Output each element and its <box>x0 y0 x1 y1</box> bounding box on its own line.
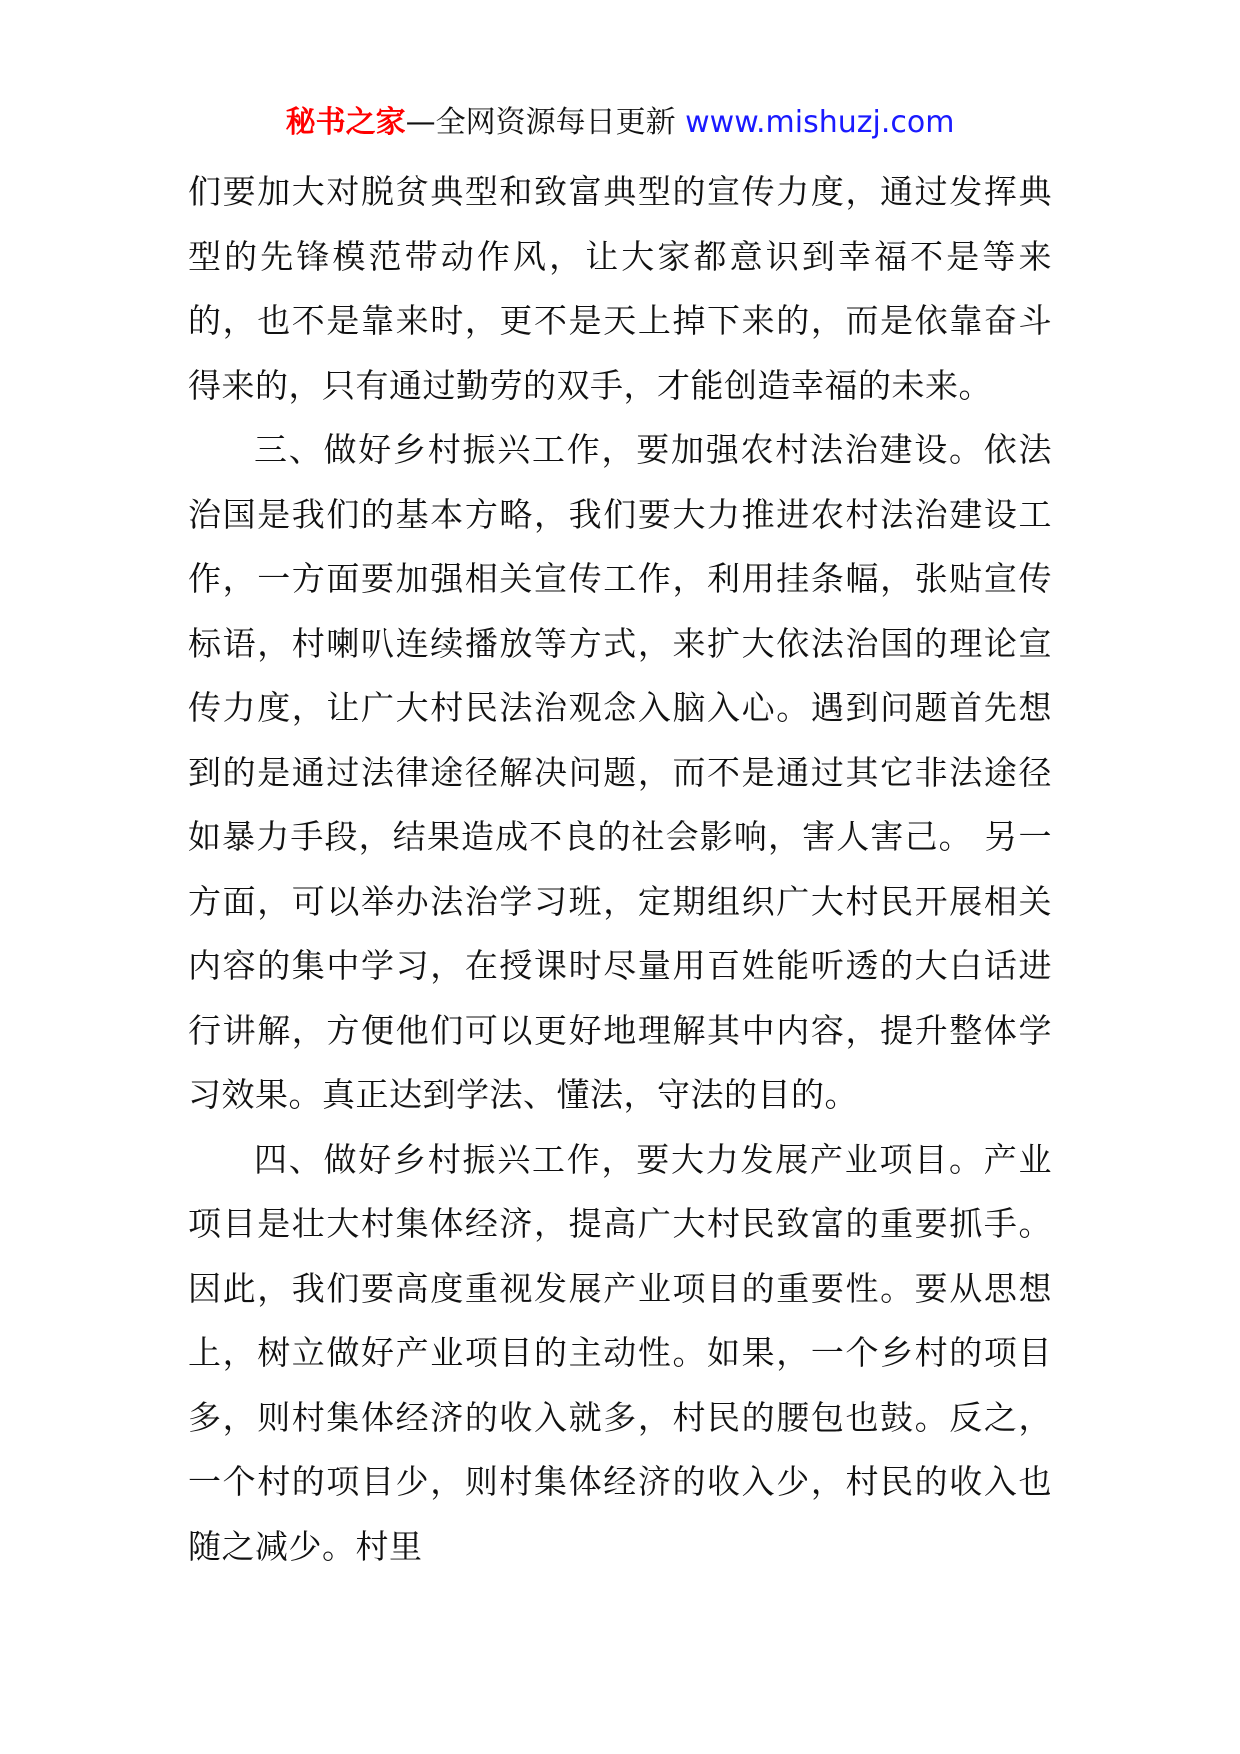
brand-name: 秘书之家 <box>285 105 406 140</box>
page-header <box>0 100 1240 146</box>
header-tagline: —全网资源每日更新 <box>405 105 686 140</box>
website-link[interactable]: www.mishuzj.com <box>685 105 955 140</box>
document-body <box>188 160 1052 1579</box>
paragraph-continuation: 们要加大对脱贫典型和致富典型的宣传力度，通过发挥典型的先锋模范带动作风，让大家都意识到幸福不是等来的，也不是靠来时，更不是天上掉下来的，而是依靠奋斗得来的，只有通过勤劳的双手，才能创造幸福的未来。 <box>188 172 1052 405</box>
paragraph-industry-projects: 四、做好乡村振兴工作，要大力发展产业项目。产业项目是壮大村集体经济，提高广大村民致富的重要抓手。因此，我们要高度重视发展产业项目的重要性。要从思想上，树立做好产业项目的主动性。如果，一个乡村的项目多，则村集体经济的收入就多，村民的腰包也鼓。反之，一个村的项目少，则村集体经济的收入少，村民的收入也随之减少。村里 <box>188 1139 1052 1566</box>
paragraph-rule-of-law: 三、做好乡村振兴工作，要加强农村法治建设。依法治国是我们的基本方略，我们要大力推进农村法治建设工作，一方面要加强相关宣传工作，利用挂条幅，张贴宣传标语，村喇叭连续播放等方式，来扩大依法治国的理论宣传力度，让广大村民法治观念入脑入心。遇到问题首先想到的是通过法律途径解决问题，而不是通过其它非法途径如暴力手段，结果造成不良的社会影响，害人害己。 另一方面，可以举办法治学习班，定期组织广大村民开展相关内容的集中学习，在授课时尽量用百姓能听透的大白话进行讲解，方便他们可以更好地理解其中内容，提升整体学习效果。真正达到学法、懂法，守法的目的。 <box>188 430 1052 1114</box>
